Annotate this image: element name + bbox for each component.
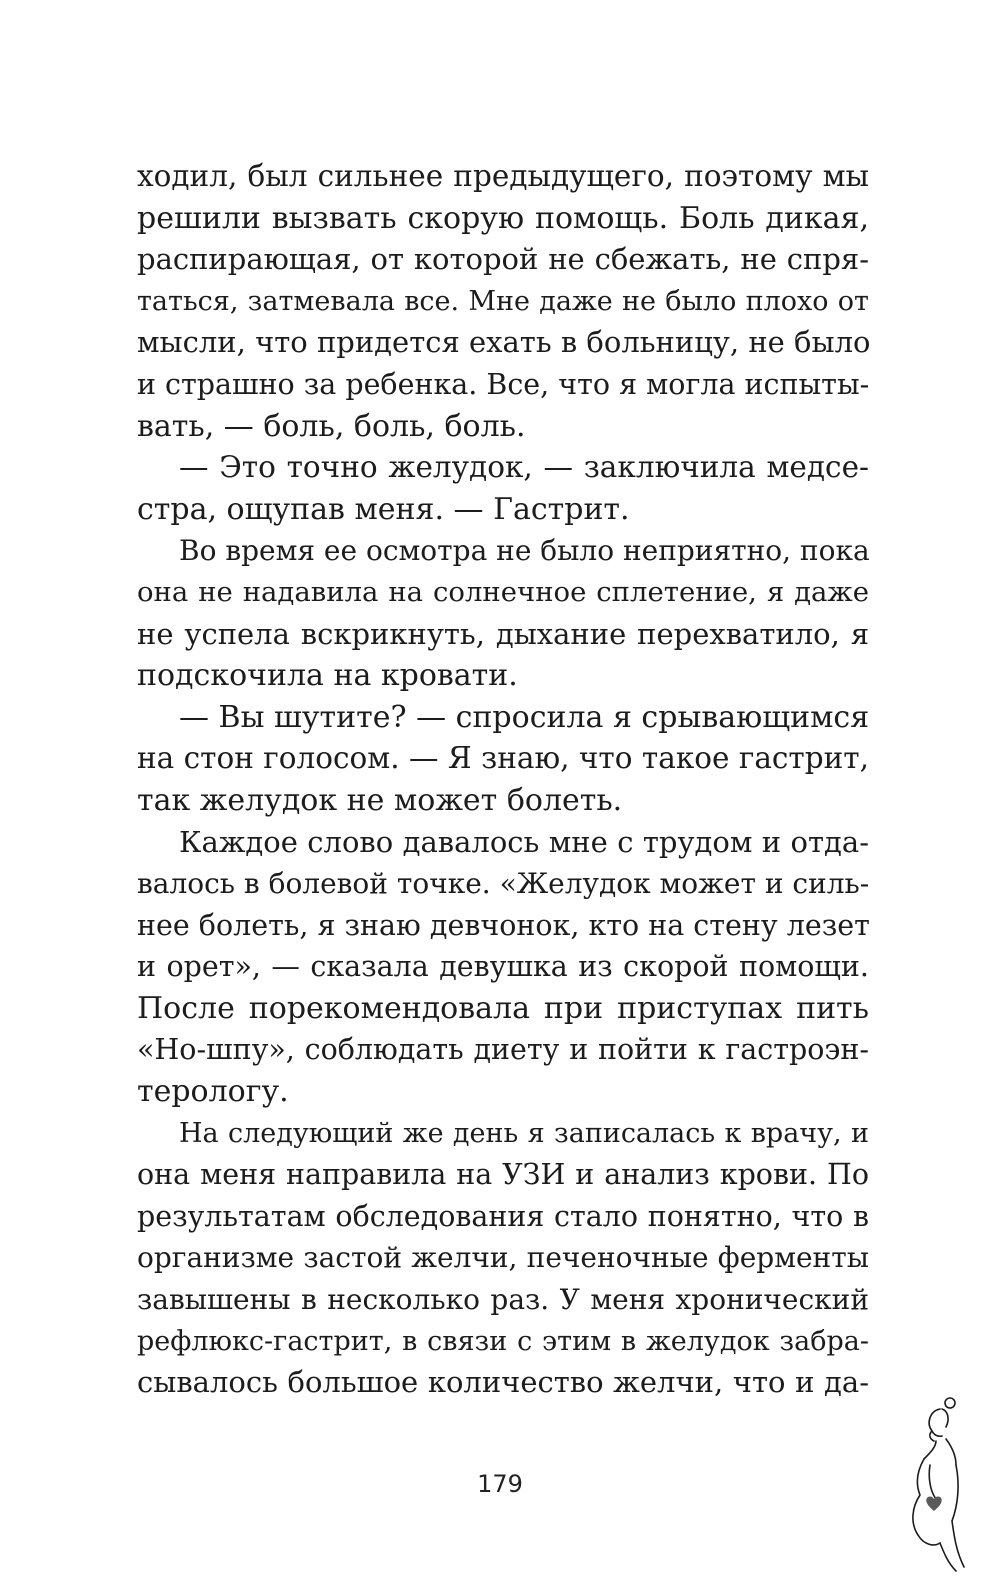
text-line: валось в болевой точке. «Желудок может и силь- [137,867,870,901]
text-line: не успела вскрикнуть, дыхание перехватило, я [137,616,869,651]
text-line: так желудок не может болеть. [137,782,623,818]
text-line: — Это точно желудок, — заключила медсе- [179,450,869,485]
text-line: сывалось большое количество желчи, что и да- [137,1365,869,1400]
text-line: на стон голосом. — Я знаю, что такое гастрит, [137,741,869,776]
text-line: решили вызвать скорую помощь. Боль дикая, [137,200,869,236]
text-line: организме застой желчи, печеночные ферменты [137,1241,869,1275]
text-line: терологу. [137,1074,289,1110]
pregnant-woman-silhouette-icon [890,1395,980,1575]
page-number: 179 [477,1470,523,1498]
text-line: — Вы шутите? — спросила я срывающимся [179,699,870,735]
text-line: «Но-шпу», соблюдать диету и пойти к гастроэн- [137,1033,869,1067]
text-line: результатам обследования стало понятно, что в [137,1199,869,1233]
text-line: стра, ощупав меня. — Гастрит. [137,491,630,527]
text-line: Во время ее осмотра не было неприятно, пока [179,534,870,568]
text-line: ходил, был сильнее предыдущего, поэтому мы [137,159,869,193]
text-line: мысли, что придется ехать в больницу, не было [137,325,871,360]
text-line: На следующий же день я записалась к врачу, и [179,1117,869,1149]
text-line: распирающая, от которой не сбежать, не спря- [137,242,869,277]
text-line: вать, — боль, боль, боль. [137,408,526,444]
text-line: завышены в несколько раз. У меня хронический [137,1283,869,1317]
text-line: рефлюкс-гастрит, в связи с этим в желудок забра- [137,1325,869,1357]
text-line: Каждое слово давалось мне с трудом и отда- [179,824,869,859]
text-line: После порекомендовала при приступах пить [137,990,869,1026]
text-line: таться, затмевала все. Мне даже не было плохо от [137,285,869,317]
text-line: она не надавила на солнечное сплетение, я даже [137,575,869,608]
body-text [137,156,869,1404]
text-line: она меня направила на УЗИ и анализ крови. По [137,1158,869,1192]
text-line: и орет», — сказала девушка из скорой помощи. [137,950,869,984]
text-line: и страшно за ребенка. Все, что я могла испыты- [137,367,870,401]
text-line: подскочила на кровати. [137,658,518,694]
text-line: нее болеть, я знаю девчонок, кто на стену лезет [137,908,870,942]
